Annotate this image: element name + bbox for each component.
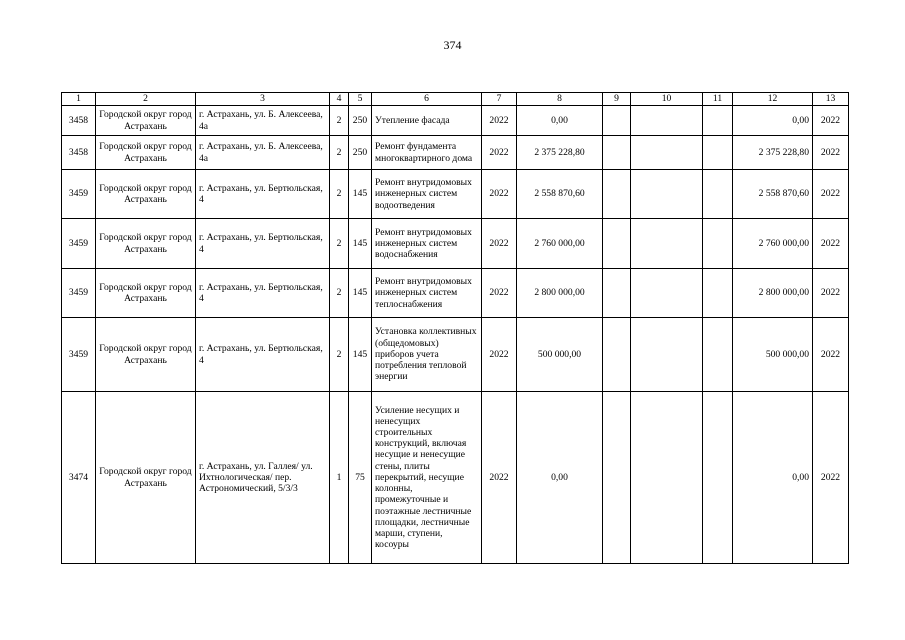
work-type-cell: Ремонт внутридомовых инженерных систем водоотведения	[372, 170, 482, 219]
table-row	[62, 392, 849, 564]
column-header: 13	[813, 93, 849, 106]
address-cell: г. Астрахань, ул. Бертюльская, 4	[196, 318, 330, 392]
house-id-cell: 3458	[62, 136, 96, 170]
col10-cell	[631, 392, 703, 564]
col5-cell: 75	[349, 392, 372, 564]
municipality-cell: Городской округ город Астрахань	[96, 170, 196, 219]
work-type-cell: Ремонт внутридомовых инженерных систем водоснабжения	[372, 219, 482, 269]
address-cell: г. Астрахань, ул. Бертюльская, 4	[196, 219, 330, 269]
col5-cell: 145	[349, 170, 372, 219]
year-cell: 2022	[482, 106, 517, 136]
col5-cell: 250	[349, 136, 372, 170]
year-cell: 2022	[482, 170, 517, 219]
table-row	[62, 136, 849, 170]
fund-cost-cell: 2 558 870,60	[733, 170, 813, 219]
col9-cell	[603, 170, 631, 219]
plan-year-cell: 2022	[813, 219, 849, 269]
col4-cell: 2	[330, 219, 349, 269]
col9-cell	[603, 392, 631, 564]
work-type-cell: Ремонт внутридомовых инженерных систем теплоснабжения	[372, 269, 482, 318]
table-row	[62, 318, 849, 392]
fund-cost-cell: 2 800 000,00	[733, 269, 813, 318]
col10-cell	[631, 136, 703, 170]
address-cell: г. Астрахань, ул. Б. Алексеева, 4а	[196, 136, 330, 170]
fund-cost-cell: 2 375 228,80	[733, 136, 813, 170]
municipality-cell: Городской округ город Астрахань	[96, 318, 196, 392]
total-cost-cell: 2 375 228,80	[517, 136, 603, 170]
total-cost-cell: 500 000,00	[517, 318, 603, 392]
municipality-cell: Городской округ город Астрахань	[96, 106, 196, 136]
column-header: 1	[62, 93, 96, 106]
column-header: 11	[703, 93, 733, 106]
fund-cost-cell: 0,00	[733, 106, 813, 136]
col11-cell	[703, 136, 733, 170]
address-cell: г. Астрахань, ул. Бертюльская, 4	[196, 269, 330, 318]
total-cost-cell: 0,00	[517, 106, 603, 136]
column-header: 4	[330, 93, 349, 106]
col4-cell: 2	[330, 269, 349, 318]
house-id-cell: 3459	[62, 170, 96, 219]
header-row	[62, 93, 849, 106]
col4-cell: 2	[330, 106, 349, 136]
year-cell: 2022	[482, 269, 517, 318]
column-header: 9	[603, 93, 631, 106]
table-row	[62, 106, 849, 136]
column-header: 10	[631, 93, 703, 106]
house-id-cell: 3474	[62, 392, 96, 564]
total-cost-cell: 2 760 000,00	[517, 219, 603, 269]
column-header: 6	[372, 93, 482, 106]
year-cell: 2022	[482, 318, 517, 392]
municipality-cell: Городской округ город Астрахань	[96, 392, 196, 564]
col4-cell: 1	[330, 392, 349, 564]
work-type-cell: Усиление несущих и ненесущих строительных конструкций, включая несущие и ненесущие стены, плиты перекрытий, несущие колонны, промежуточные и поэтажные лестничные площадки, лестничные марши, ступени, косоуры	[372, 392, 482, 564]
col10-cell	[631, 219, 703, 269]
page-number: 374	[443, 38, 462, 52]
col4-cell: 2	[330, 170, 349, 219]
house-id-cell: 3458	[62, 106, 96, 136]
total-cost-cell: 2 800 000,00	[517, 269, 603, 318]
col10-cell	[631, 170, 703, 219]
col9-cell	[603, 318, 631, 392]
house-id-cell: 3459	[62, 269, 96, 318]
column-header: 12	[733, 93, 813, 106]
column-header: 8	[517, 93, 603, 106]
plan-year-cell: 2022	[813, 136, 849, 170]
plan-year-cell: 2022	[813, 106, 849, 136]
total-cost-cell: 2 558 870,60	[517, 170, 603, 219]
fund-cost-cell: 2 760 000,00	[733, 219, 813, 269]
house-id-cell: 3459	[62, 219, 96, 269]
work-type-cell: Ремонт фундамента многоквартирного дома	[372, 136, 482, 170]
col4-cell: 2	[330, 136, 349, 170]
year-cell: 2022	[482, 136, 517, 170]
plan-year-cell: 2022	[813, 392, 849, 564]
plan-year-cell: 2022	[813, 269, 849, 318]
address-cell: г. Астрахань, ул. Б. Алексеева, 4а	[196, 106, 330, 136]
column-header: 2	[96, 93, 196, 106]
work-type-cell: Утепление фасада	[372, 106, 482, 136]
col5-cell: 250	[349, 106, 372, 136]
plan-year-cell: 2022	[813, 318, 849, 392]
total-cost-cell: 0,00	[517, 392, 603, 564]
municipality-cell: Городской округ город Астрахань	[96, 219, 196, 269]
plan-year-cell: 2022	[813, 170, 849, 219]
column-header: 3	[196, 93, 330, 106]
work-type-cell: Установка коллективных (общедомовых) приборов учета потребления тепловой энергии	[372, 318, 482, 392]
col11-cell	[703, 219, 733, 269]
fund-cost-cell: 0,00	[733, 392, 813, 564]
fund-cost-cell: 500 000,00	[733, 318, 813, 392]
column-header: 5	[349, 93, 372, 106]
col10-cell	[631, 318, 703, 392]
house-id-cell: 3459	[62, 318, 96, 392]
repair-program-table	[61, 92, 849, 564]
col4-cell: 2	[330, 318, 349, 392]
table-row	[62, 219, 849, 269]
municipality-cell: Городской округ город Астрахань	[96, 269, 196, 318]
year-cell: 2022	[482, 392, 517, 564]
table-row	[62, 170, 849, 219]
table-row	[62, 269, 849, 318]
col9-cell	[603, 219, 631, 269]
col9-cell	[603, 106, 631, 136]
municipality-cell: Городской округ город Астрахань	[96, 136, 196, 170]
column-header: 7	[482, 93, 517, 106]
address-cell: г. Астрахань, ул. Бертюльская, 4	[196, 170, 330, 219]
col10-cell	[631, 106, 703, 136]
address-cell: г. Астрахань, ул. Галлея/ ул. Ихтнологическая/ пер. Астрономический, 5/3/3	[196, 392, 330, 564]
col9-cell	[603, 269, 631, 318]
col11-cell	[703, 392, 733, 564]
col9-cell	[603, 136, 631, 170]
col11-cell	[703, 269, 733, 318]
col5-cell: 145	[349, 318, 372, 392]
col5-cell: 145	[349, 269, 372, 318]
col11-cell	[703, 318, 733, 392]
col11-cell	[703, 170, 733, 219]
col10-cell	[631, 269, 703, 318]
col5-cell: 145	[349, 219, 372, 269]
col11-cell	[703, 106, 733, 136]
year-cell: 2022	[482, 219, 517, 269]
